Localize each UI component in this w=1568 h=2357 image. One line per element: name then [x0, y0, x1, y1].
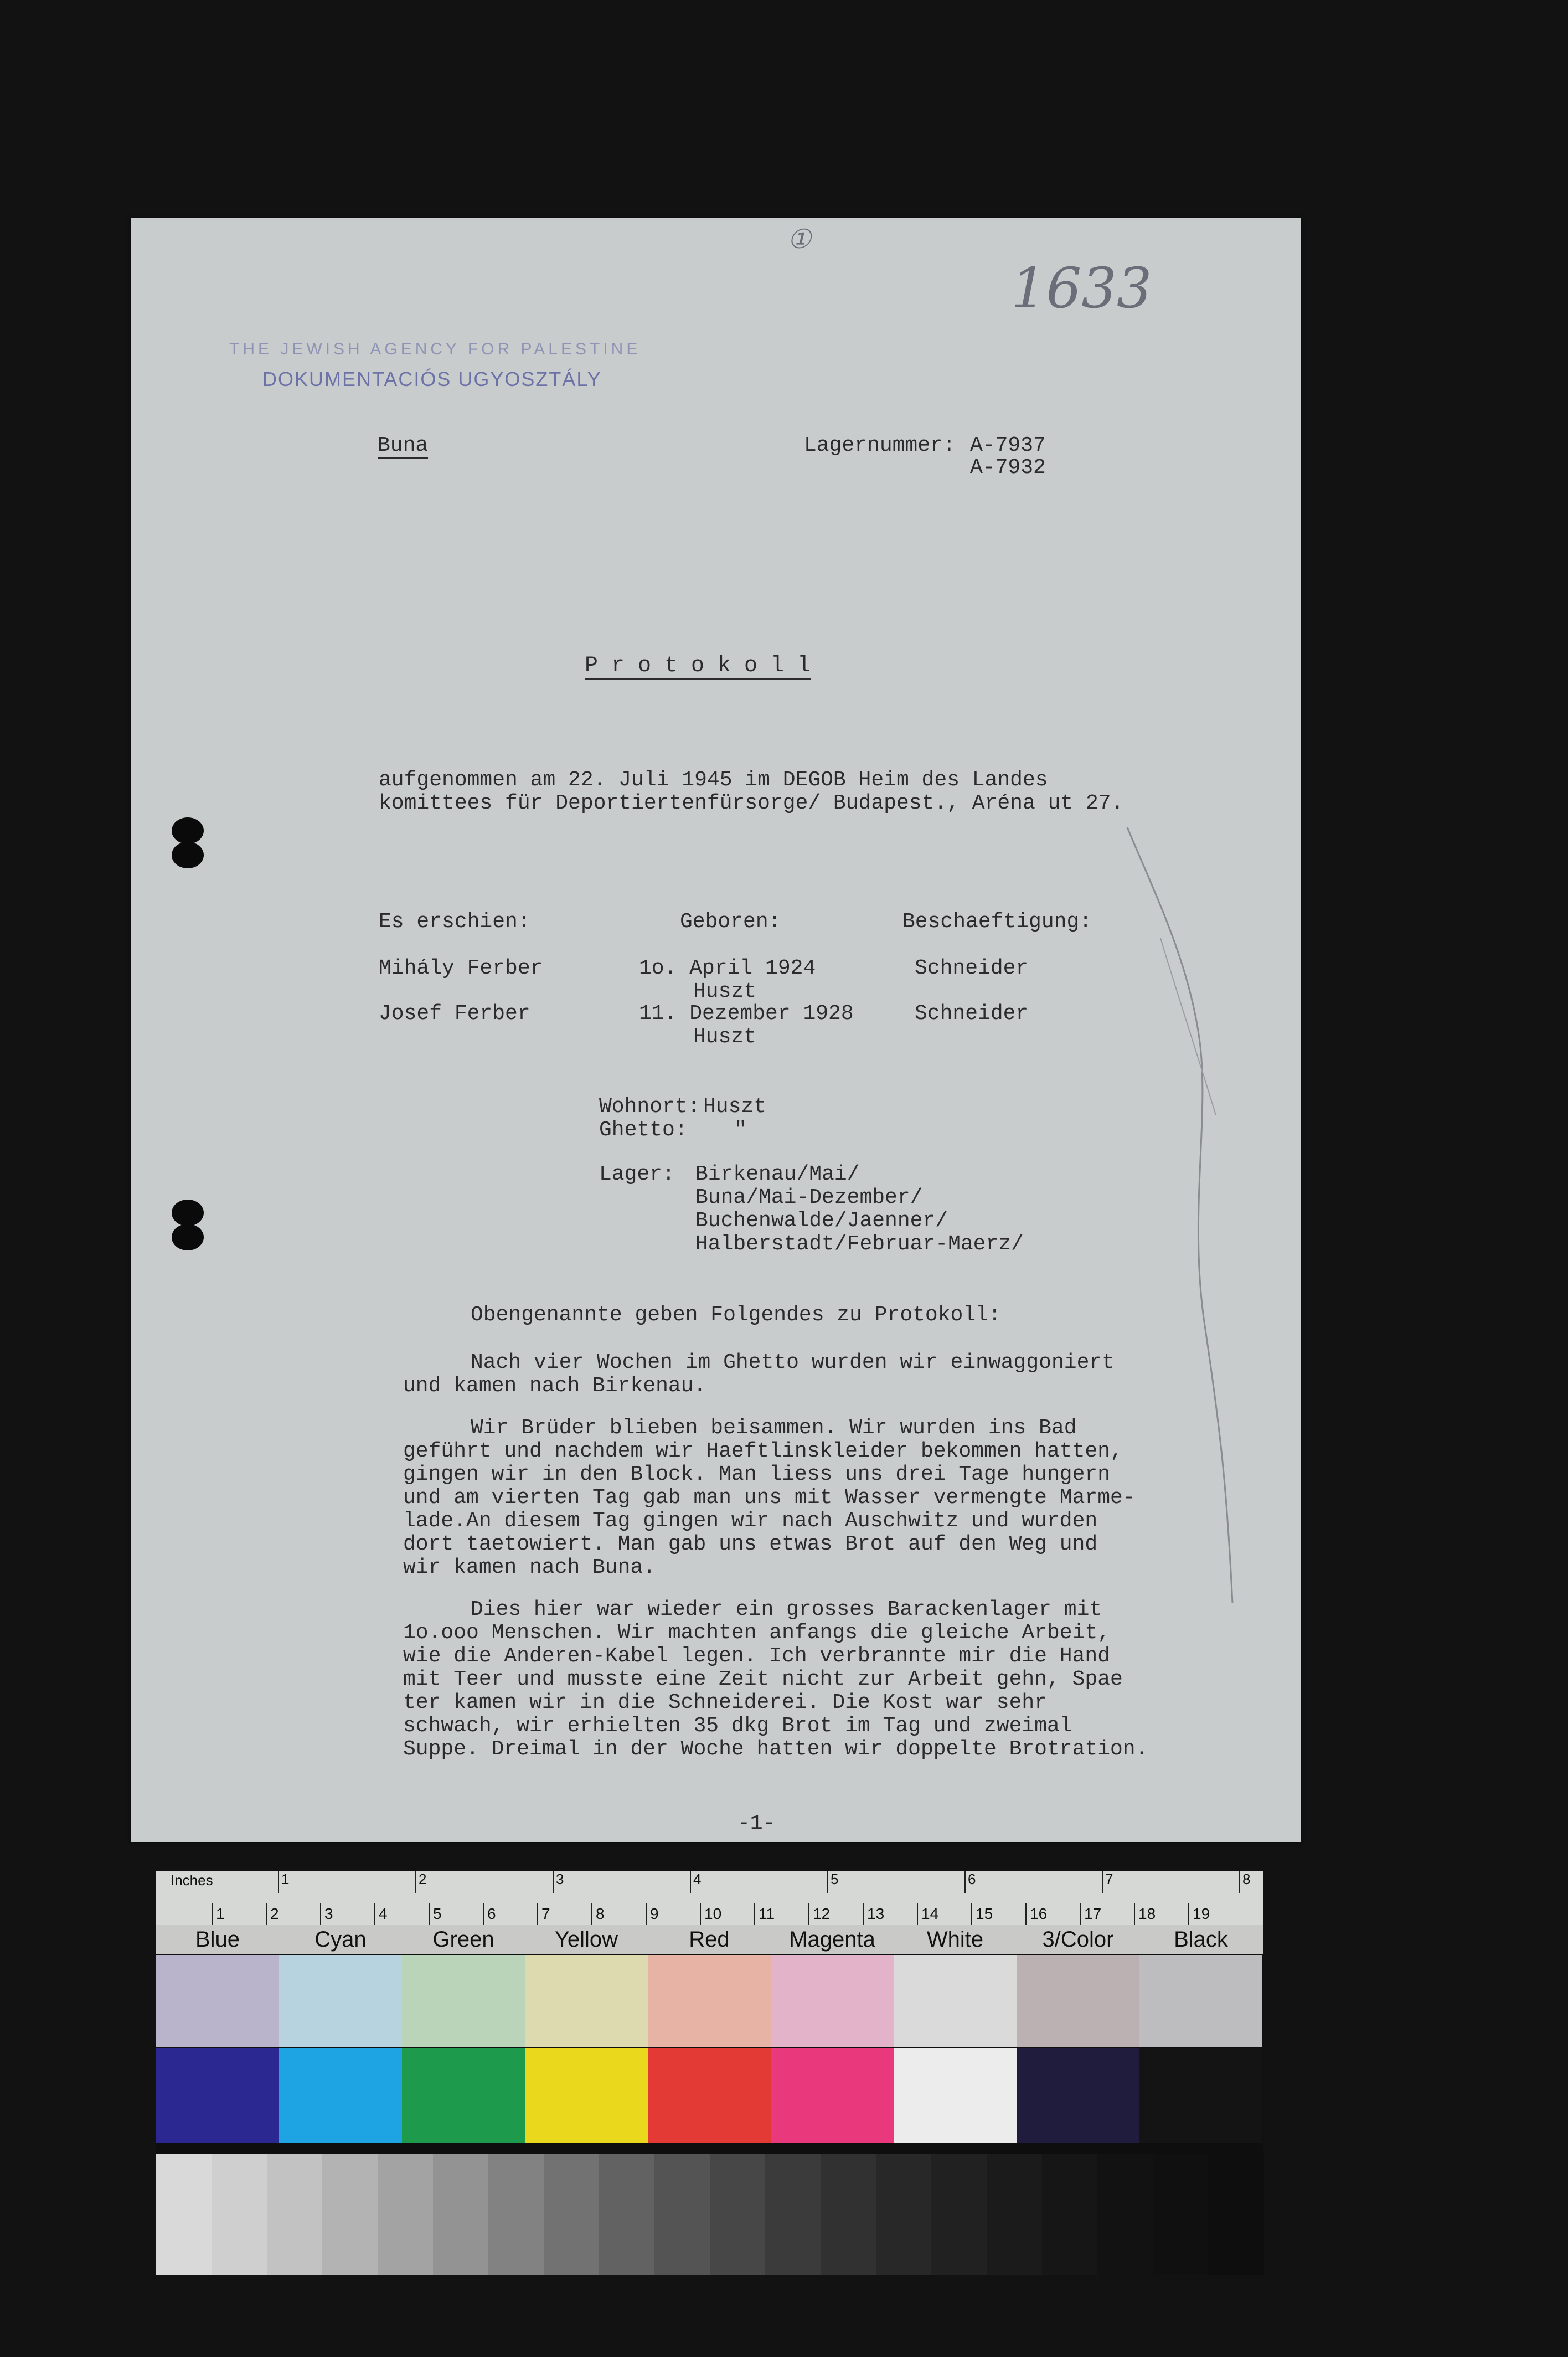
ruler-unit-label: Inches: [171, 1872, 213, 1888]
col-born: Geboren:: [680, 910, 781, 934]
cm-tick: [700, 1903, 701, 1925]
cm-tick: [483, 1903, 484, 1925]
para2-line: gingen wir in den Block. Man liess uns drei Tage hungern: [403, 1463, 1111, 1486]
para2-line: dort taetowiert. Man gab uns etwas Brot auf den Weg und: [403, 1532, 1098, 1556]
para3-line: mit Teer und musste eine Zeit nicht zur Arbeit gehn, Spae: [403, 1668, 1123, 1691]
dark-color-patch: [402, 2048, 525, 2143]
light-color-row: [156, 1955, 1263, 2047]
cm-tick: [863, 1903, 864, 1925]
light-color-patch: [1017, 1955, 1139, 2047]
inch-label: 5: [831, 1871, 839, 1887]
gray-step-patch: [987, 2154, 1043, 2275]
cm-label: 2: [270, 1905, 279, 1922]
gray-step-patch: [544, 2154, 600, 2275]
cm-label: 3: [324, 1905, 333, 1922]
cm-tick: [1188, 1903, 1189, 1925]
camp-number-label: Lagernummer:: [804, 434, 956, 457]
cm-label: 6: [487, 1905, 496, 1922]
para3-line: wie die Anderen-Kabel legen. Ich verbrannte mir die Hand: [403, 1644, 1111, 1668]
person-born-place: Huszt: [693, 1025, 757, 1049]
stamp-line-2: DOKUMENTACIÓS UGYOSZTÁLY: [262, 368, 602, 390]
cm-tick: [754, 1903, 755, 1925]
cm-tick: [917, 1903, 918, 1925]
gray-step-patch: [322, 2154, 378, 2275]
cm-label: 14: [921, 1905, 939, 1922]
person-occupation: Schneider: [915, 956, 1029, 980]
para1-line: Nach vier Wochen im Ghetto wurden wir einwaggoniert: [471, 1351, 1115, 1375]
camp-entry: Buchenwalde/Jaenner/: [695, 1209, 948, 1233]
light-color-patch: [525, 1955, 648, 2047]
cm-tick: [1025, 1903, 1027, 1925]
dark-color-patch: [156, 2048, 279, 2143]
gray-step-patch: [378, 2154, 434, 2275]
gray-step-patch: [156, 2154, 212, 2275]
inch-label: 3: [556, 1871, 564, 1887]
cm-tick: [212, 1903, 213, 1925]
inch-tick: [827, 1871, 828, 1893]
person-name: Mihály Ferber: [379, 956, 543, 980]
color-name-label: Yellow: [554, 1927, 618, 1952]
color-name-label: Red: [689, 1927, 730, 1952]
gray-step-patch: [1097, 2154, 1153, 2275]
cm-label: 4: [379, 1905, 388, 1922]
inch-label: 8: [1242, 1871, 1251, 1887]
person-name: Josef Ferber: [379, 1002, 530, 1026]
cm-tick: [537, 1903, 538, 1925]
cm-label: 5: [433, 1905, 442, 1922]
residence-value: Huszt: [703, 1095, 767, 1119]
gray-step-patch: [821, 2154, 876, 2275]
cm-label: 10: [704, 1905, 722, 1922]
inch-tick: [690, 1871, 691, 1893]
cm-tick: [646, 1903, 647, 1925]
ruler: [156, 1871, 1263, 1925]
dark-color-patch: [1139, 2048, 1262, 2143]
inch-tick: [553, 1871, 554, 1893]
gray-step-patch: [212, 2154, 267, 2275]
person-born-date: 1o. April 1924: [639, 956, 816, 980]
light-color-patch: [648, 1955, 771, 2047]
gray-step-patch: [599, 2154, 655, 2275]
camp-number-2: A-7932: [970, 456, 1046, 480]
cm-label: 8: [596, 1905, 605, 1922]
para2-line: Wir Brüder blieben beisammen. Wir wurden ins Bad: [471, 1416, 1077, 1440]
inch-tick: [1239, 1871, 1240, 1893]
col-occupation: Beschaeftigung:: [902, 910, 1092, 934]
person-born-date: 11. Dezember 1928: [639, 1002, 854, 1026]
inch-label: 6: [968, 1871, 976, 1887]
light-color-patch: [894, 1955, 1017, 2047]
document-page: [131, 218, 1301, 1842]
punch-hole: [172, 820, 204, 873]
inch-label: 7: [1105, 1871, 1113, 1887]
cm-label: 13: [867, 1905, 885, 1922]
light-color-patch: [771, 1955, 894, 2047]
location: Buna: [378, 434, 428, 459]
inch-label: 1: [281, 1871, 290, 1887]
cm-label: 18: [1138, 1905, 1156, 1922]
para3-line: 1o.ooo Menschen. Wir machten anfangs die gleiche Arbeit,: [403, 1621, 1111, 1645]
gray-step-patch: [1153, 2154, 1209, 2275]
color-name-label: Cyan: [314, 1927, 367, 1952]
inch-label: 4: [693, 1871, 702, 1887]
gray-step-patch: [1208, 2154, 1264, 2275]
para3-line: schwach, wir erhielten 35 dkg Brot im Tag und zweimal: [403, 1714, 1072, 1738]
para3-line: Suppe. Dreimal in der Woche hatten wir doppelte Brotration.: [403, 1737, 1148, 1761]
cm-tick: [1080, 1903, 1081, 1925]
cm-tick: [374, 1903, 375, 1925]
color-name-label: Black: [1174, 1927, 1228, 1952]
dark-color-row: [156, 2048, 1263, 2143]
person-occupation: Schneider: [915, 1002, 1029, 1026]
para2-line: geführt und nachdem wir Haeftlinskleider bekommen hatten,: [403, 1439, 1123, 1463]
punch-hole: [172, 1202, 204, 1255]
para1-line: und kamen nach Birkenau.: [403, 1374, 706, 1398]
para2-line: lade.An diesem Tag gingen wir nach Auschwitz und wurden: [403, 1509, 1098, 1533]
cm-tick: [266, 1903, 267, 1925]
residence-label: Wohnort:: [599, 1095, 700, 1119]
gray-step-patch: [710, 2154, 766, 2275]
camp-number-1: A-7937: [970, 434, 1046, 457]
para2-line: wir kamen nach Buna.: [403, 1556, 656, 1579]
cm-label: 12: [813, 1905, 831, 1922]
intro-line-1: aufgenommen am 22. Juli 1945 im DEGOB Heim des Landes: [379, 768, 1048, 792]
camp-entry: Buna/Mai-Dezember/: [695, 1186, 923, 1210]
color-name-label: Green: [432, 1927, 494, 1952]
cm-tick: [971, 1903, 972, 1925]
archive-number: 1633: [1011, 256, 1152, 321]
cm-label: 7: [541, 1905, 550, 1922]
inch-tick: [1102, 1871, 1103, 1893]
cm-label: 9: [650, 1905, 659, 1922]
gray-step-patch: [267, 2154, 323, 2275]
camp-entry: Birkenau/Mai/: [695, 1162, 860, 1186]
cm-tick: [320, 1903, 321, 1925]
inch-label: 2: [419, 1871, 427, 1887]
camps-label: Lager:: [599, 1162, 675, 1186]
dark-color-patch: [279, 2048, 402, 2143]
dark-color-patch: [894, 2048, 1017, 2143]
page-marker: ①: [787, 224, 812, 255]
gray-step-patch: [488, 2154, 544, 2275]
dark-color-patch: [771, 2048, 894, 2143]
color-name-label: 3/Color: [1042, 1927, 1114, 1952]
cm-label: 17: [1084, 1905, 1102, 1922]
cm-label: 19: [1193, 1905, 1210, 1922]
color-calibration-target: [156, 1871, 1263, 2275]
dark-color-patch: [648, 2048, 771, 2143]
page-number: -1-: [737, 1812, 776, 1835]
color-name-row: [156, 1925, 1263, 1954]
cm-tick: [1134, 1903, 1135, 1925]
inch-tick: [964, 1871, 966, 1893]
para2-line: und am vierten Tag gab man uns mit Wasser vermengte Marme-: [403, 1486, 1136, 1510]
statement-intro: Obengenannte geben Folgendes zu Protokoll:: [471, 1303, 1001, 1327]
cm-label: 16: [1030, 1905, 1048, 1922]
cm-tick: [591, 1903, 592, 1925]
cm-label: 1: [216, 1905, 225, 1922]
color-name-label: White: [926, 1927, 984, 1952]
inch-tick: [415, 1871, 416, 1893]
cm-label: 15: [976, 1905, 993, 1922]
person-born-place: Huszt: [693, 980, 757, 1003]
intro-line-2: komittees für Deportiertenfürsorge/ Budapest., Aréna ut 27.: [379, 791, 1124, 815]
gray-step-patch: [931, 2154, 987, 2275]
pencil-mark: [1116, 827, 1260, 1658]
col-appeared: Es erschien:: [379, 910, 530, 934]
gray-step-patch: [765, 2154, 821, 2275]
para3-line: ter kamen wir in die Schneiderei. Die Kost war sehr: [403, 1691, 1047, 1715]
light-color-patch: [279, 1955, 402, 2047]
light-color-patch: [402, 1955, 525, 2047]
camp-entry: Halberstadt/Februar-Maerz/: [695, 1232, 1024, 1256]
cm-tick: [429, 1903, 430, 1925]
color-name-label: Blue: [195, 1927, 240, 1952]
gray-step-patch: [654, 2154, 710, 2275]
gray-step-patch: [876, 2154, 932, 2275]
gray-step-patch: [1042, 2154, 1098, 2275]
light-color-patch: [1139, 1955, 1262, 2047]
para3-line: Dies hier war wieder ein grosses Barackenlager mit: [471, 1598, 1102, 1622]
inch-tick: [278, 1871, 279, 1893]
ghetto-value: ": [734, 1118, 747, 1142]
document-title: P r o t o k o l l: [585, 653, 811, 678]
gray-step-patch: [433, 2154, 489, 2275]
ghetto-label: Ghetto:: [599, 1118, 688, 1142]
cm-tick: [808, 1903, 809, 1925]
color-name-label: Magenta: [789, 1927, 875, 1952]
light-color-patch: [156, 1955, 279, 2047]
cm-label: 11: [759, 1905, 775, 1922]
dark-color-patch: [1017, 2048, 1139, 2143]
grayscale-row: [156, 2154, 1263, 2275]
dark-color-patch: [525, 2048, 648, 2143]
stamp-line-1: THE JEWISH AGENCY FOR PALESTINE: [229, 340, 641, 358]
